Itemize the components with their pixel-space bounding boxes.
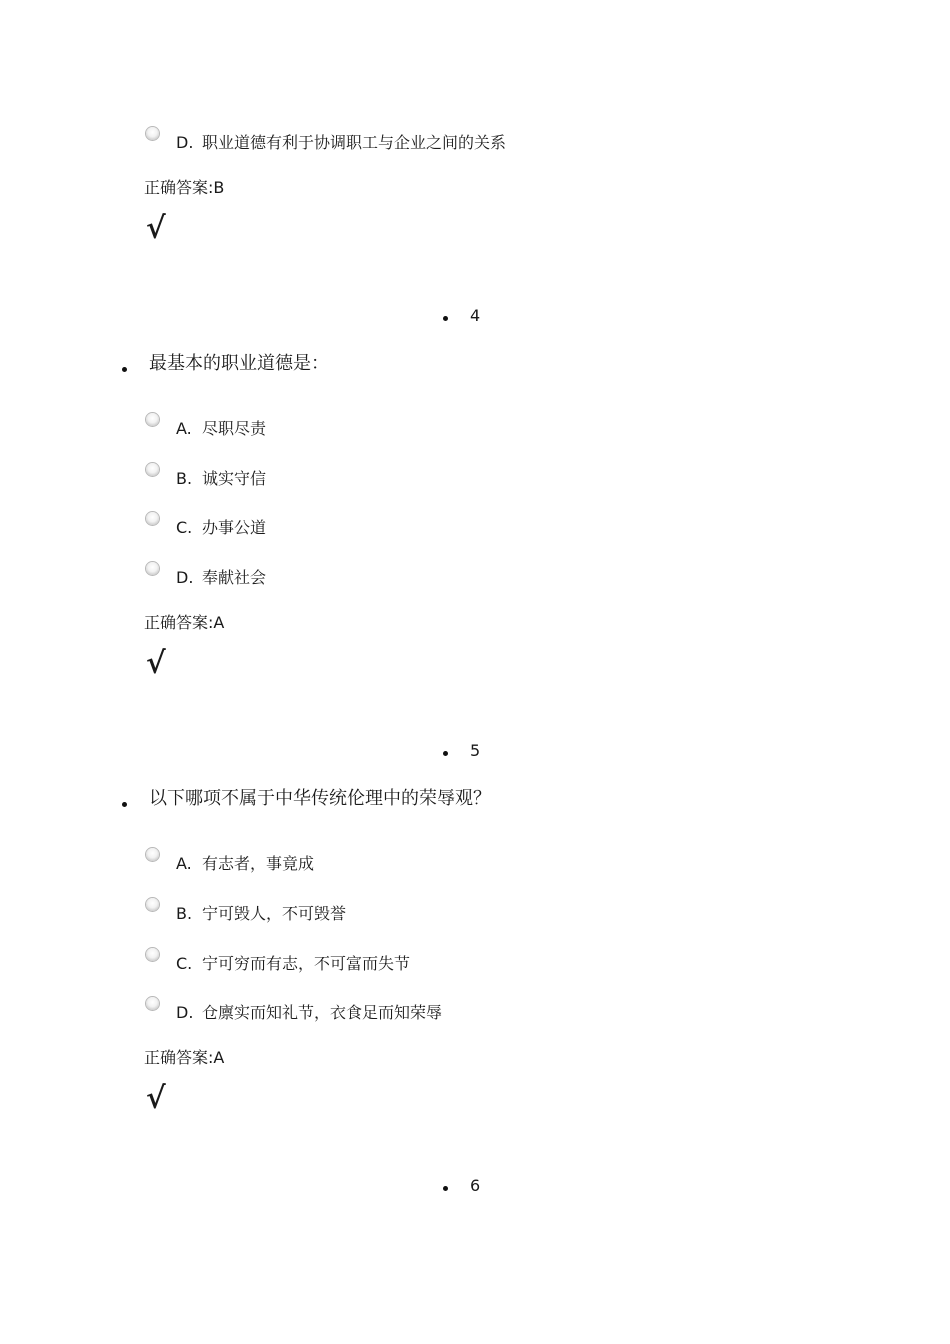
option-radio[interactable] (146, 512, 159, 525)
question-number: 5 (470, 741, 481, 760)
option-letter: D. (176, 1003, 194, 1022)
option-letter: C. (176, 954, 193, 973)
option-text: 宁可毁人，不可毁誉 (202, 904, 347, 923)
option-radio[interactable] (146, 127, 159, 140)
bullet-dot (122, 802, 127, 807)
option-text: 办事公道 (202, 518, 267, 537)
option-letter: D. (176, 568, 194, 587)
question-number: 6 (470, 1176, 481, 1195)
bullet-dot (443, 751, 448, 756)
correct-check-mark: √ (146, 1081, 166, 1116)
option-b-label (176, 469, 266, 489)
bullet-dot (122, 367, 127, 372)
option-radio[interactable] (146, 898, 159, 911)
bullet-dot (443, 316, 448, 321)
option-c-label (176, 518, 266, 538)
option-letter: C. (176, 518, 193, 537)
option-radio[interactable] (146, 997, 159, 1010)
option-text: 仓廪实而知礼节，衣食足而知荣辱 (202, 1003, 443, 1022)
option-text: 尽职尽责 (202, 419, 267, 438)
option-b-label (176, 904, 346, 924)
question-number: 4 (470, 306, 481, 325)
option-radio[interactable] (146, 463, 159, 476)
option-letter: A. (176, 419, 192, 438)
option-text: 职业道德有利于协调职工与企业之间的关系 (202, 133, 507, 152)
correct-answer: 正确答案:B (144, 178, 225, 197)
question-text: 最基本的职业道德是： (149, 353, 329, 374)
question-text: 以下哪项不属于中华传统伦理中的荣辱观？ (149, 788, 491, 809)
bullet-dot (443, 1186, 448, 1191)
option-a-label (176, 854, 314, 874)
option-radio[interactable] (146, 562, 159, 575)
option-text: 诚实守信 (202, 469, 267, 488)
option-a-label (176, 419, 266, 439)
option-letter: B. (176, 469, 193, 488)
option-c-label (176, 954, 410, 974)
option-d-label (176, 133, 506, 153)
correct-answer: 正确答案:A (144, 613, 225, 632)
option-radio[interactable] (146, 848, 159, 861)
option-letter: B. (176, 904, 193, 923)
option-d-label (176, 1003, 442, 1023)
option-radio[interactable] (146, 413, 159, 426)
correct-answer: 正确答案:A (144, 1048, 225, 1067)
option-letter: A. (176, 854, 192, 873)
option-d-label (176, 568, 266, 588)
option-text: 奉献社会 (202, 568, 267, 587)
option-text: 有志者，事竟成 (202, 854, 315, 873)
option-letter: D. (176, 133, 194, 152)
correct-check-mark: √ (146, 211, 166, 246)
option-text: 宁可穷而有志，不可富而失节 (202, 954, 411, 973)
correct-check-mark: √ (146, 646, 166, 681)
option-radio[interactable] (146, 948, 159, 961)
